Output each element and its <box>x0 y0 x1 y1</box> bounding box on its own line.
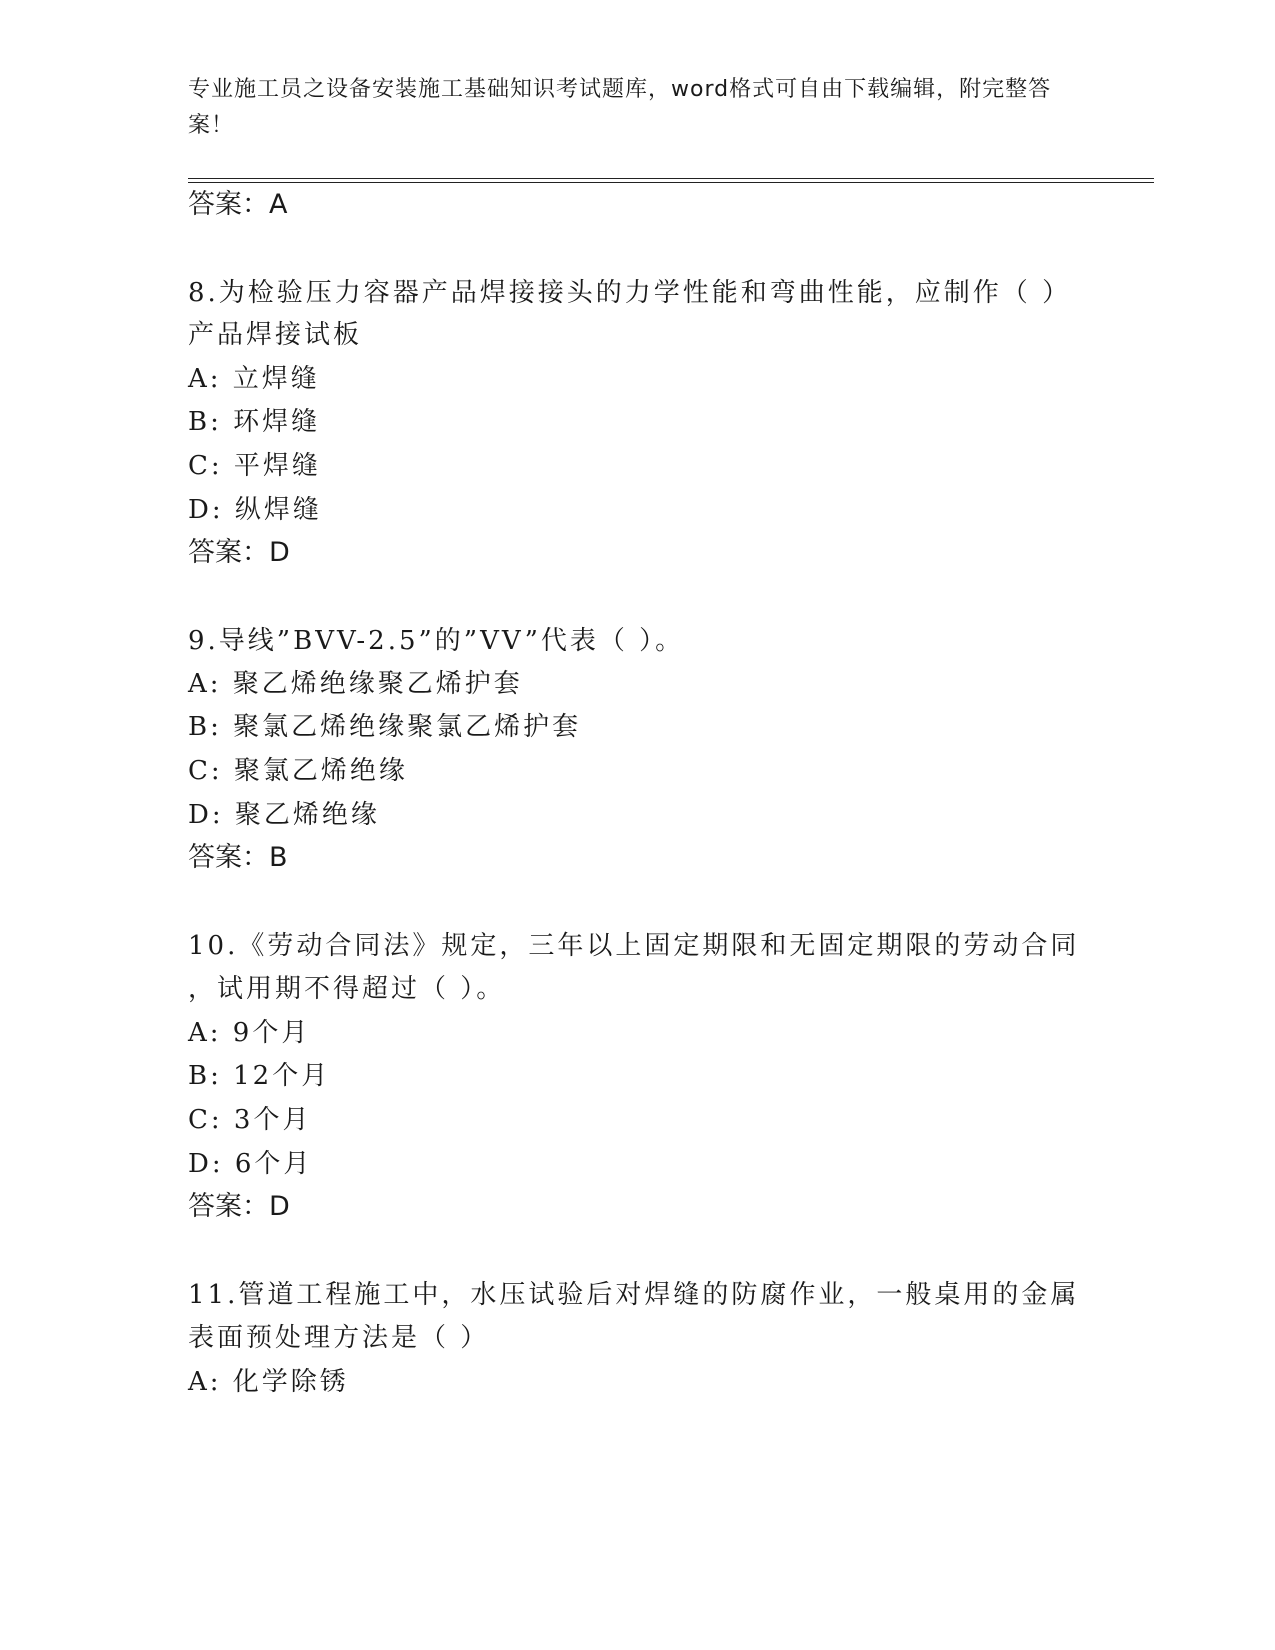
q8-stem-line-2: 产品焊接试板 <box>188 320 363 350</box>
q10-option-b: B: 12个月 <box>188 1061 331 1091</box>
q10-stem-line-1: 10.《劳动合同法》规定，三年以上固定期限和无固定期限的劳动合同 <box>188 931 1080 961</box>
header-rule-bottom <box>188 182 1154 183</box>
header-rule-top <box>188 178 1154 179</box>
q8-option-a: A: 立焊缝 <box>188 364 320 394</box>
page-header: 专业施工员之设备安装施工基础知识考试题库，word格式可自由下载编辑，附完整答案！ <box>188 77 1052 138</box>
q11-stem-line-2: 表面预处理方法是（ ） <box>188 1323 490 1353</box>
q8-stem-line-1: 8.为检验压力容器产品焊接接头的力学性能和弯曲性能，应制作（ ） <box>188 278 1072 308</box>
q11-option-a: A: 化学除锈 <box>188 1367 349 1397</box>
q8-option-c: C: 平焊缝 <box>188 451 321 481</box>
q9-option-b: B: 聚氯乙烯绝缘聚氯乙烯护套 <box>188 712 582 742</box>
q10-option-c: C: 3个月 <box>188 1105 312 1135</box>
q9-option-c: C: 聚氯乙烯绝缘 <box>188 756 408 786</box>
q8-option-d: D: 纵焊缝 <box>188 495 322 525</box>
q11-stem-line-1: 11.管道工程施工中，水压试验后对焊缝的防腐作业，一般桌用的金属 <box>188 1280 1080 1310</box>
q10-option-a: A: 9个月 <box>188 1018 311 1048</box>
q9-option-d: D: 聚乙烯绝缘 <box>188 800 380 830</box>
answer-q9: 答案：B <box>188 842 288 873</box>
q10-option-d: D: 6个月 <box>188 1149 313 1179</box>
q9-option-a: A: 聚乙烯绝缘聚乙烯护套 <box>188 669 523 699</box>
q8-option-b: B: 环焊缝 <box>188 407 321 437</box>
answer-q7: 答案：A <box>188 189 288 220</box>
q9-stem-line-1: 9.导线”BVV-2.5”的”VV”代表（ ）。 <box>188 626 685 656</box>
answer-q8: 答案：D <box>188 537 290 568</box>
q10-stem-line-2: ，试用期不得超过（ ）。 <box>188 974 506 1004</box>
answer-q10: 答案：D <box>188 1191 290 1222</box>
